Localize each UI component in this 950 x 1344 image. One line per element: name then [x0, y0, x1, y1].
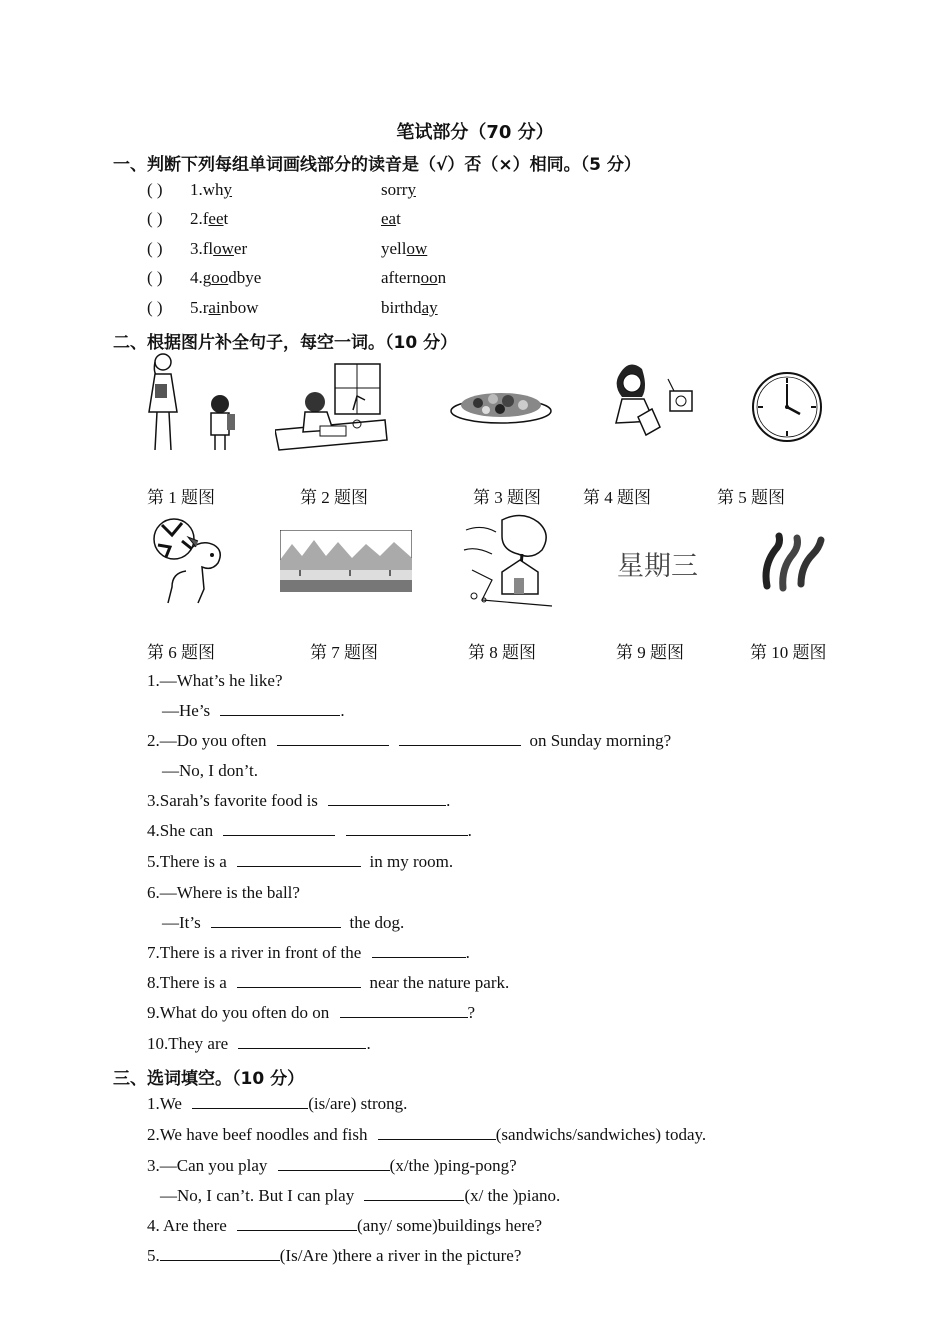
page-title: 笔试部分（70 分）	[396, 122, 554, 143]
p3-q1-line: 1.We (is/are) strong.	[147, 1094, 408, 1113]
p2-q2-line: 2.—Do you often on Sunday morning?	[147, 731, 672, 750]
answer-blank[interactable]	[346, 821, 468, 836]
answer-paren[interactable]: ( )	[147, 298, 163, 317]
answer-paren[interactable]: ( )	[147, 268, 163, 287]
p2-q2-answer: —No, I don’t.	[162, 761, 259, 780]
word-part: fl	[202, 239, 214, 258]
p2-q6-answer-line: —It’s the dog.	[162, 913, 405, 932]
answer-blank[interactable]	[223, 821, 335, 836]
answer-blank[interactable]	[192, 1094, 308, 1109]
answer-paren[interactable]: ( )	[147, 180, 163, 199]
section-2-heading: 二、根据图片补全句子，每空一词。（10 分）	[113, 333, 458, 353]
word-2	[381, 209, 401, 229]
p2-q1-question: 1.—What’s he like?	[147, 671, 283, 690]
answer-paren[interactable]: ( )	[147, 209, 163, 228]
caption-8: 第 8 题图	[468, 643, 536, 662]
word-2	[381, 298, 438, 318]
caption-2: 第 2 题图	[300, 488, 368, 507]
answer-blank[interactable]	[237, 1216, 357, 1231]
word-part: er	[233, 239, 248, 258]
answer-blank[interactable]	[277, 731, 389, 746]
p2-q3-line: 3.Sarah’s favorite food is .	[147, 791, 451, 810]
answer-blank[interactable]	[364, 1186, 464, 1201]
word-part: f	[202, 209, 209, 228]
answer-blank[interactable]	[237, 852, 361, 867]
underlined-letters: ai	[208, 298, 221, 317]
p2-q6-question: 6.—Where is the ball?	[147, 883, 300, 902]
underlined-letters: ea	[381, 209, 397, 228]
picture-3-salad-plate	[448, 383, 554, 427]
underlined-letters: y	[223, 180, 233, 199]
underlined-letters: oo	[211, 268, 229, 287]
word-part: aftern	[381, 268, 421, 287]
answer-blank[interactable]	[238, 1034, 366, 1049]
item-number: 2.	[190, 209, 203, 228]
word-part: r	[202, 298, 209, 317]
word-1	[190, 268, 261, 288]
answer-blank[interactable]	[278, 1156, 390, 1171]
word-part: g	[202, 268, 212, 287]
word-part: t	[223, 209, 229, 228]
p2-q9-line: 9.What do you often do on ?	[147, 1003, 476, 1022]
answer-blank[interactable]	[160, 1246, 280, 1261]
underlined-letters: ow	[213, 239, 234, 258]
p2-q10-line: 10.They are .	[147, 1034, 371, 1053]
underlined-letters: ay	[421, 298, 438, 317]
answer-blank[interactable]	[399, 731, 521, 746]
word-1	[190, 180, 232, 200]
p3-q3-question-line: 3.—Can you play (x/the )ping-pong?	[147, 1156, 517, 1175]
caption-3: 第 3 题图	[473, 488, 541, 507]
word-2	[381, 239, 427, 259]
item-number: 3.	[190, 239, 203, 258]
p3-q5-line: 5. (Is/Are )there a river in the picture?	[147, 1246, 522, 1265]
word-2	[381, 180, 416, 200]
answer-blank[interactable]	[220, 701, 340, 716]
caption-6: 第 6 题图	[147, 643, 215, 662]
word-part: nbow	[220, 298, 259, 317]
item-number: 5.	[190, 298, 203, 317]
picture-6-dog-with-ball	[152, 515, 232, 607]
caption-1: 第 1 题图	[147, 488, 215, 507]
item-number: 4.	[190, 268, 203, 287]
p2-q8-line: 8.There is a near the nature park.	[147, 973, 510, 992]
item-number: 1.	[190, 180, 203, 199]
caption-7: 第 7 题图	[310, 643, 378, 662]
caption-4: 第 4 题图	[583, 488, 651, 507]
answer-blank[interactable]	[237, 973, 361, 988]
p3-q2-line: 2.We have beef noodles and fish (sandwichs/sandwiches) today.	[147, 1125, 707, 1144]
underlined-letters: ow	[406, 239, 428, 258]
answer-blank[interactable]	[340, 1003, 468, 1018]
section-3-heading: 三、选词填空。（10 分）	[113, 1069, 305, 1089]
word-part: t	[396, 209, 401, 228]
word-part: wh	[202, 180, 224, 199]
picture-2-boy-reading	[275, 360, 390, 452]
answer-blank[interactable]	[328, 791, 446, 806]
underlined-letters: ee	[208, 209, 224, 228]
picture-4-girl-making-kite	[608, 357, 700, 447]
picture-10-green-beans	[757, 530, 827, 592]
picture-1-teacher-and-boy	[145, 352, 245, 457]
word-1	[190, 298, 258, 318]
section-1-heading: 一、判断下列每组单词画线部分的读音是（√）否（×）相同。（5 分）	[113, 155, 641, 175]
p2-q1-answer-line: —He’s .	[162, 701, 345, 720]
caption-9: 第 9 题图	[616, 643, 684, 662]
word-part: yell	[381, 239, 407, 258]
answer-blank[interactable]	[378, 1125, 496, 1140]
word-2	[381, 268, 446, 288]
p2-q7-line: 7.There is a river in front of the .	[147, 943, 470, 962]
underlined-letters: y	[407, 180, 416, 199]
word-1	[190, 209, 228, 229]
word-1	[190, 239, 247, 259]
word-part: sorr	[381, 180, 408, 199]
answer-blank[interactable]	[372, 943, 466, 958]
picture-7-river-landscape	[280, 530, 412, 592]
p2-q4-line: 4.She can .	[147, 821, 472, 840]
picture-9-wednesday-text: 星期三	[617, 551, 698, 582]
picture-5-clock	[750, 370, 824, 444]
caption-10: 第 10 题图	[750, 643, 827, 662]
p2-q5-line: 5.There is a in my room.	[147, 852, 454, 871]
word-part: birthd	[381, 298, 422, 317]
word-part: n	[437, 268, 447, 287]
p3-q4-line: 4. Are there (any/ some)buildings here?	[147, 1216, 543, 1235]
picture-8-house-with-tree	[462, 510, 556, 610]
underlined-letters: oo	[420, 268, 438, 287]
p3-q3-answer-line: —No, I can’t. But I can play (x/ the )piano.	[160, 1186, 561, 1205]
answer-blank[interactable]	[211, 913, 341, 928]
answer-paren[interactable]: ( )	[147, 239, 163, 258]
word-part: dbye	[228, 268, 262, 287]
caption-5: 第 5 题图	[717, 488, 785, 507]
